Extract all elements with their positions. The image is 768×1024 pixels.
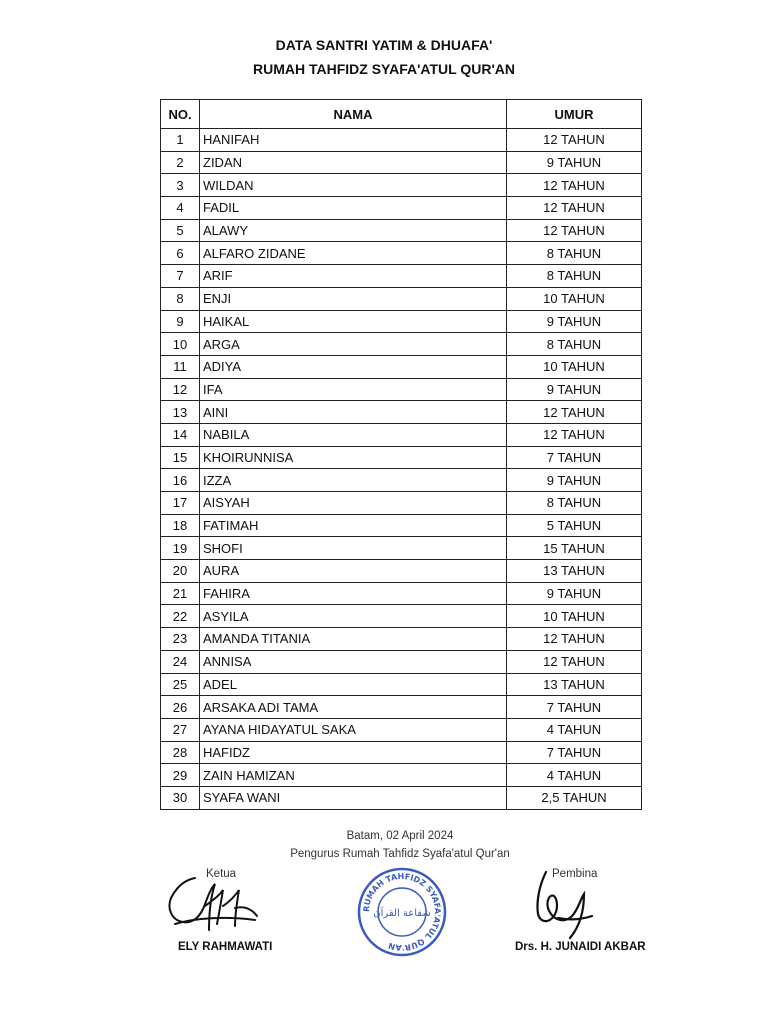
cell-umur: 10 TAHUN <box>507 355 642 378</box>
stamp-center-text: شفاعة القرآن <box>373 908 431 919</box>
table-row <box>161 582 642 605</box>
cell-no: 9 <box>161 310 200 333</box>
table-row <box>161 446 642 469</box>
cell-umur: 12 TAHUN <box>507 129 642 152</box>
cell-no: 12 <box>161 378 200 401</box>
cell-no: 20 <box>161 560 200 583</box>
cell-umur: 12 TAHUN <box>507 628 642 651</box>
table-row <box>161 129 642 152</box>
signer-ketua-name: ELY RAHMAWATI <box>178 941 273 953</box>
cell-nama: WILDAN <box>200 174 507 197</box>
cell-no: 13 <box>161 401 200 424</box>
table-row <box>161 310 642 333</box>
cell-umur: 9 TAHUN <box>507 469 642 492</box>
table-body <box>161 129 642 810</box>
cell-umur: 12 TAHUN <box>507 401 642 424</box>
cell-no: 22 <box>161 605 200 628</box>
cell-no: 16 <box>161 469 200 492</box>
table-row <box>161 560 642 583</box>
table-row <box>161 786 642 809</box>
cell-nama: AYANA HIDAYATUL SAKA <box>200 718 507 741</box>
signature-ketua <box>165 872 260 942</box>
table-row <box>161 355 642 378</box>
cell-no: 7 <box>161 265 200 288</box>
cell-no: 4 <box>161 197 200 220</box>
cell-nama: FAHIRA <box>200 582 507 605</box>
cell-nama: IFA <box>200 378 507 401</box>
cell-no: 3 <box>161 174 200 197</box>
table-row <box>161 605 642 628</box>
table-row <box>161 151 642 174</box>
cell-umur: 8 TAHUN <box>507 333 642 356</box>
table-header-row <box>161 100 642 129</box>
organization-line: Pengurus Rumah Tahfidz Syafa'atul Qur'an <box>290 848 510 860</box>
cell-nama: ADIYA <box>200 355 507 378</box>
cell-nama: AINI <box>200 401 507 424</box>
table-row <box>161 537 642 560</box>
cell-no: 18 <box>161 514 200 537</box>
cell-no: 27 <box>161 718 200 741</box>
cell-nama: ALFARO ZIDANE <box>200 242 507 265</box>
table-row <box>161 764 642 787</box>
table-row <box>161 673 642 696</box>
cell-umur: 9 TAHUN <box>507 151 642 174</box>
cell-nama: ARGA <box>200 333 507 356</box>
cell-umur: 7 TAHUN <box>507 446 642 469</box>
cell-umur: 13 TAHUN <box>507 560 642 583</box>
cell-umur: 9 TAHUN <box>507 582 642 605</box>
cell-umur: 15 TAHUN <box>507 537 642 560</box>
table-row <box>161 378 642 401</box>
cell-nama: HANIFAH <box>200 129 507 152</box>
cell-nama: FATIMAH <box>200 514 507 537</box>
cell-nama: NABILA <box>200 423 507 446</box>
cell-nama: ALAWY <box>200 219 507 242</box>
table-row <box>161 265 642 288</box>
cell-no: 1 <box>161 129 200 152</box>
cell-no: 17 <box>161 492 200 515</box>
column-header-umur: UMUR <box>507 100 642 129</box>
cell-nama: FADIL <box>200 197 507 220</box>
table-row <box>161 174 642 197</box>
table-row <box>161 492 642 515</box>
table-row <box>161 197 642 220</box>
cell-no: 15 <box>161 446 200 469</box>
cell-nama: ADEL <box>200 673 507 696</box>
table-row <box>161 741 642 764</box>
table-row <box>161 219 642 242</box>
cell-no: 11 <box>161 355 200 378</box>
cell-nama: ZIDAN <box>200 151 507 174</box>
cell-umur: 7 TAHUN <box>507 741 642 764</box>
cell-nama: IZZA <box>200 469 507 492</box>
cell-umur: 12 TAHUN <box>507 197 642 220</box>
signer-pembina-name: Drs. H. JUNAIDI AKBAR <box>515 941 646 953</box>
cell-nama: AISYAH <box>200 492 507 515</box>
cell-no: 25 <box>161 673 200 696</box>
cell-nama: SYAFA WANI <box>200 786 507 809</box>
cell-nama: ARIF <box>200 265 507 288</box>
cell-umur: 5 TAHUN <box>507 514 642 537</box>
cell-nama: ARSAKA ADI TAMA <box>200 696 507 719</box>
cell-no: 24 <box>161 650 200 673</box>
cell-umur: 12 TAHUN <box>507 650 642 673</box>
cell-umur: 10 TAHUN <box>507 605 642 628</box>
cell-umur: 4 TAHUN <box>507 764 642 787</box>
cell-nama: HAFIDZ <box>200 741 507 764</box>
cell-umur: 13 TAHUN <box>507 673 642 696</box>
cell-no: 8 <box>161 287 200 310</box>
cell-umur: 9 TAHUN <box>507 378 642 401</box>
cell-umur: 8 TAHUN <box>507 265 642 288</box>
cell-no: 10 <box>161 333 200 356</box>
table-row <box>161 696 642 719</box>
cell-no: 29 <box>161 764 200 787</box>
signature-pembina <box>528 870 598 942</box>
cell-no: 5 <box>161 219 200 242</box>
cell-umur: 12 TAHUN <box>507 219 642 242</box>
table-row <box>161 333 642 356</box>
cell-umur: 8 TAHUN <box>507 242 642 265</box>
document-subtitle: RUMAH TAHFIDZ SYAFA'ATUL QUR'AN <box>252 61 516 77</box>
cell-nama: AURA <box>200 560 507 583</box>
cell-nama: ENJI <box>200 287 507 310</box>
cell-no: 19 <box>161 537 200 560</box>
table-row <box>161 287 642 310</box>
cell-nama: ANNISA <box>200 650 507 673</box>
cell-no: 23 <box>161 628 200 651</box>
cell-umur: 12 TAHUN <box>507 423 642 446</box>
cell-no: 28 <box>161 741 200 764</box>
cell-nama: ASYILA <box>200 605 507 628</box>
table-row <box>161 718 642 741</box>
cell-no: 21 <box>161 582 200 605</box>
cell-no: 26 <box>161 696 200 719</box>
cell-umur: 4 TAHUN <box>507 718 642 741</box>
place-date: Batam, 02 April 2024 <box>346 830 454 842</box>
column-header-nama: NAMA <box>200 100 507 129</box>
column-header-no: NO. <box>161 100 200 129</box>
cell-umur: 2,5 TAHUN <box>507 786 642 809</box>
cell-umur: 12 TAHUN <box>507 174 642 197</box>
table-row <box>161 514 642 537</box>
cell-nama: KHOIRUNNISA <box>200 446 507 469</box>
table-row <box>161 401 642 424</box>
organization-stamp <box>356 866 448 958</box>
cell-umur: 8 TAHUN <box>507 492 642 515</box>
table-row <box>161 469 642 492</box>
cell-no: 6 <box>161 242 200 265</box>
cell-nama: AMANDA TITANIA <box>200 628 507 651</box>
table-row <box>161 242 642 265</box>
cell-no: 30 <box>161 786 200 809</box>
cell-umur: 10 TAHUN <box>507 287 642 310</box>
role-ketua: Ketua <box>206 868 237 880</box>
cell-no: 14 <box>161 423 200 446</box>
role-pembina: Pembina <box>552 868 598 880</box>
table-row <box>161 628 642 651</box>
stamp-ring-text: RUMAH TAHFIDZ SYAFA'ATUL QUR'AN <box>361 871 443 953</box>
table-row <box>161 423 642 446</box>
cell-nama: ZAIN HAMIZAN <box>200 764 507 787</box>
cell-nama: HAIKAL <box>200 310 507 333</box>
santri-table <box>160 99 642 810</box>
document-title: DATA SANTRI YATIM & DHUAFA' <box>275 37 493 53</box>
cell-umur: 9 TAHUN <box>507 310 642 333</box>
table-row <box>161 650 642 673</box>
cell-no: 2 <box>161 151 200 174</box>
cell-nama: SHOFI <box>200 537 507 560</box>
cell-umur: 7 TAHUN <box>507 696 642 719</box>
